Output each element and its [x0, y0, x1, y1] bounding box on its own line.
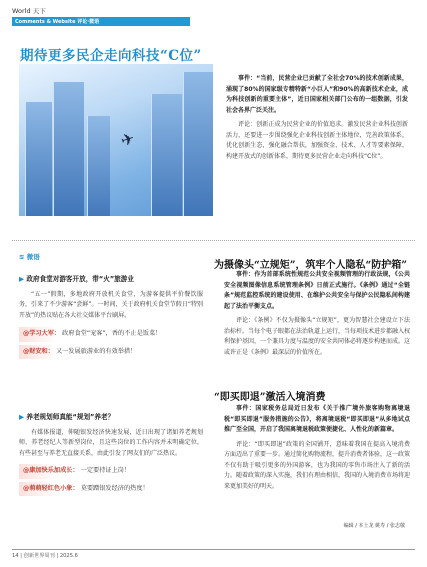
building-shape — [53, 82, 84, 216]
page-header — [12, 6, 415, 26]
item2-comment1 — [19, 464, 203, 479]
item2-title-row — [19, 412, 203, 423]
subsection-bar: Comments & Website 评论·微语 — [12, 17, 190, 26]
skyscraper-plane-photo — [19, 64, 213, 216]
story1-event: 事件：“当前，民营企业已贡献了全社会70%的技术创新成果，涌现了80%的国家级专精特新“小巨人”和90%的高新技术企业，成为科技创新的重要主体”，近日国家相关部门公布的一组数据，引发社会各界广泛关注。 — [226, 75, 408, 114]
section-divider — [12, 240, 415, 241]
section-label: World 天下 — [12, 7, 46, 15]
page-footer: 14 | 创新世界周刊 | 2025.6 — [12, 549, 415, 559]
item2-title: 养老规划师真能“规划”养老？ — [26, 413, 115, 421]
story3-comment: 评论：“即买即退”政策的全国铺开，意味着我国在提高入境消费方面迈出了重要一步。通过简化购物流程，提升消费者体验，这一政策不仅有助于吸引更多的外国游客，也为我国的零售市场注入了新的活力。随着政策的深入实施，我们有理由相信，我国的入境消费市场将迎来更加美好的明天。 — [224, 440, 411, 490]
story3 — [224, 404, 410, 496]
item2-comment2 — [19, 482, 203, 497]
wave-icon: ≋ — [19, 253, 25, 261]
story3-title: “即买即退”激活入境消费 — [214, 392, 326, 403]
comment-text: 莫要蹭银发经济的热度！ — [80, 484, 149, 492]
item1-body: “五一”假期，多地政府开放机关食堂，为游客提供平价餐饮服务，引来了不少游客“尝鲜”。一时间，关于政府机关食堂节假日“特别开放”的热议贴在各大社交媒体平台刷屏。 — [19, 290, 203, 319]
comment-author: @学习大军： — [23, 330, 61, 337]
page-headline: 期待更多民企走向科技“C位” — [20, 48, 202, 64]
triangle-right-icon: ▶ — [19, 275, 25, 283]
building-shape — [151, 94, 182, 216]
building-shape — [183, 72, 213, 216]
item2-body: 有媒体报道，伸随银发经济快速发展，近日出现了诸如养老规划师、养老经纪人等新型岗位，且这些岗位的工作内容并未明确定位，有些甚至与养老无直接关系，由此引发了网友们的广泛热议。 — [19, 428, 203, 457]
story3-event: 事件：国家税务总局近日发布《关于推广境外旅客购物离境退税“即买即退”服务措施的公告》，将离境退税“即买即退”从多地试点推广至全国，开启了我国离境退税政策便捷化、人性化的新篇章。 — [224, 405, 410, 433]
story2-title: 为摄像头“立规矩”，筑牢个人隐私“防护箱” — [214, 260, 408, 271]
building-shape — [87, 116, 110, 216]
kuaixun-label: ≋ 微语 — [19, 253, 40, 261]
comment-author: @康加快乐加成长： — [23, 467, 79, 474]
comment-text: 一定要持证上岗！ — [80, 467, 131, 474]
airplane-icon: ✈ — [118, 128, 138, 151]
item1-title-row — [19, 274, 203, 285]
story2-event: 事件：作为首部系统性规范公共安全视频管理的行政法规，《公共安全视频图像信息系统管理条例》日前正式施行。《条例》通过“全链条”规范监控系统的建设使用、在维护公共安全与保护公民隐私间构建起了法治平衡支点。 — [224, 271, 410, 310]
story1 — [226, 74, 408, 166]
building-shape — [25, 102, 52, 216]
comment-text: 政府食堂“宠客”，香的不止是饭菜！ — [62, 330, 162, 337]
comment-author: @财安和： — [23, 347, 54, 355]
story1-comment: 评论：创新正成为民营企业的价值追求。激发民营企业科技创新活力，还要进一步围绕强化企业科技创新主体地位，完善政策体系，优化创新生态，强化融合帮扶，加强资金、技术、人才等要素保障，构建开放式的创新体系，期待更多民营企业走向科技“C位”。 — [226, 121, 408, 160]
story2 — [224, 270, 410, 362]
triangle-right-icon: ▶ — [19, 413, 25, 421]
item2 — [19, 412, 203, 498]
item1-comment1 — [19, 327, 203, 342]
item1-title: 政府食堂对游客开放，带“火”旅游业 — [26, 275, 134, 283]
editor-credit: 编辑 / 本土龙 姚寿 / 张志敬 — [343, 523, 405, 529]
item1 — [19, 274, 203, 361]
comment-text: 又一发展旅游业的有效举措！ — [55, 347, 137, 355]
story2-comment: 评论：《条例》不仅为摄像头“立规矩”，更为智慧社会建设立下法治标杆。当每个电子眼都在法治轨道上运行，当每项技术进步都融入权利保护基因，一个兼具力度与温度的安全共同体必将逐步构建而成。这或许正是《条例》最深层的价值所在。 — [224, 317, 411, 356]
item1-comment2 — [19, 345, 203, 360]
comment-author: @萌萌轻红色小象： — [23, 484, 79, 492]
